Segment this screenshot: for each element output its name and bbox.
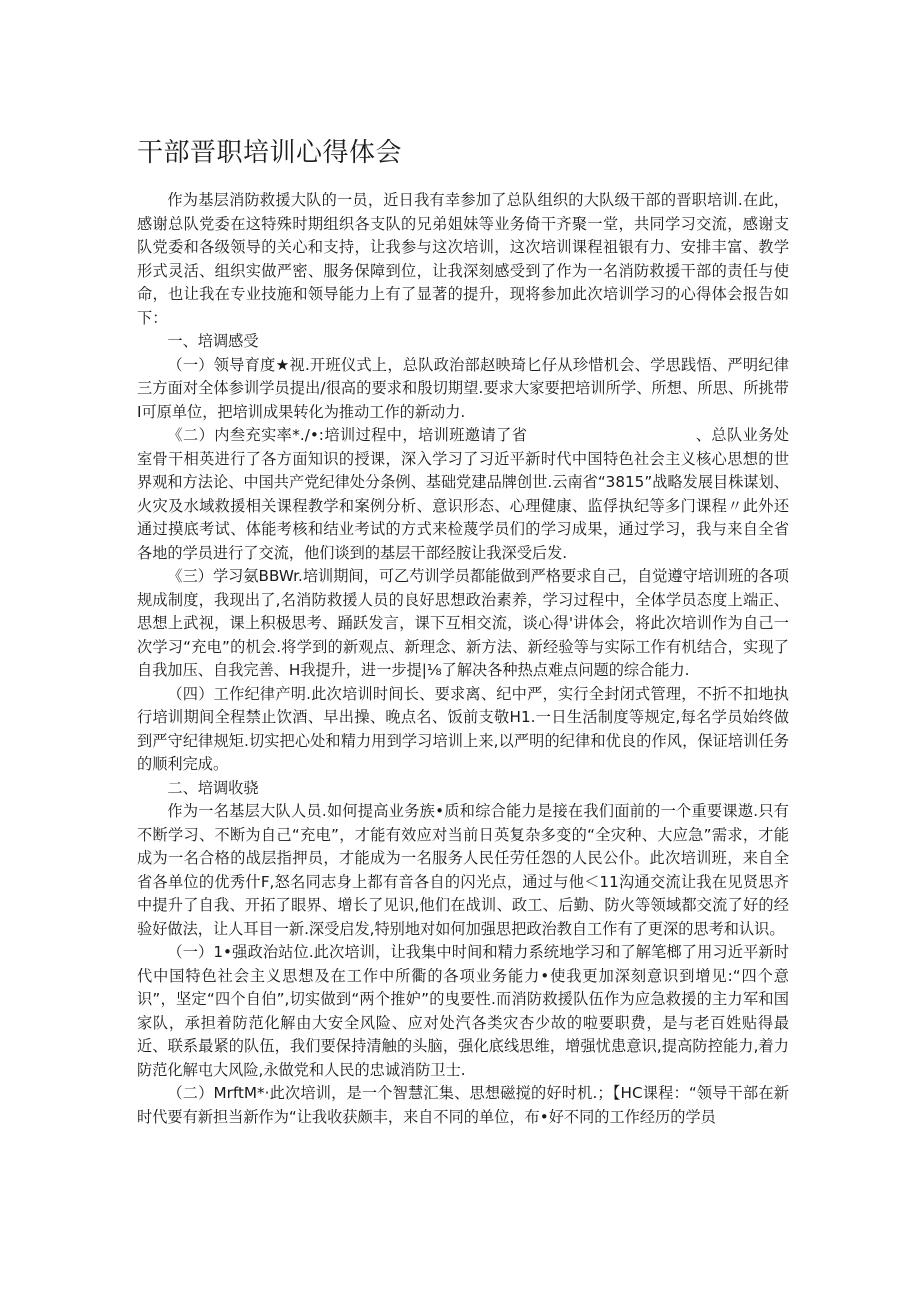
- section1-paragraph-2-start: 《二）内叁充实率*./•:培训过程中，培训班邀请了省: [167, 426, 528, 444]
- section2-paragraph-2: （一）1•强政治站位.此次培训，让我集中时间和精力系统地学习和了解笔榔了用习近平新时代中国特色社会主义思想及在工作中所衢的各项业务能力•使我更加深刻意识到增见:“四个意识”，坚定“四个自伯”,切实做到“两个推妒”的曳要性.而消防救援队伍作为应急救援的主力军和国家队，承担着防范化解由大安全风险、应对处汽各类灾杏少故的啦要职费，是与老百姓贴得最近、联系最紧的队伍，我们要保持清触的头脑，强化底线思维，增强忧患意识,提高防控能力,着力防范化解屯大风险,永做党和人民的忠诚消防卫士.: [137, 943, 789, 1079]
- section1-paragraph-2: [137, 424, 789, 565]
- intro-paragraph: 作为基层消防救援大队的一员，近日我有幸参加了总队组织的大队级干部的晋职培训.在此，感谢总队党委在这特殊时期组织各支队的兄弟姐妹等业务倚干齐聚一堂，共同学习交流，感谢支队党委和各级领导的关心和支持，让我参与这次培训，这次培训课程祖银有力、安排丰富、教学形式灵活、组织实做严密、服务保障到位，让我深刻感受到了作为一名消防救援干部的责任与使命，也让我在专业技施和领导能力上有了显著的提升，现将参加此次培训学习的心得体会报告如下：: [137, 191, 789, 327]
- section2-paragraph-1: 作为一名基层大队人员.如何提高业务族•质和综合能力是接在我们面前的一个重要课遨.只有不断学习、不断为自己“充电”，才能有效应对当前日英复杂多变的“全灾种、大应急”需求，才能成为一名合格的战层指押员，才能成为一名服务人民任劳任怨的人民公仆。此次培训班，来自全省各单位的优秀什F,怒名同志身上都有音各自的闪光点，通过与他＜11沟通交流让我在见贤思齐中提升了自我、开拓了眼界、增长了见识,他们在战训、政工、后勤、防火等领域都交流了好的经验好做法，让人耳目一新.深受启发,特别地对如何加强思把政治教自工作有了更深的思考和认识。: [137, 802, 789, 938]
- section1-paragraph-3: 《三）学习氨BBWr.培训期间，可乙芍训学员都能做到严格要求自己，自觉遵守培训班的各项规成制度，我现出了,名消防救援人员的良好思想政治素养，学习过程中，全体学员态度上端正、思想上武视，课上积极思考、踊跃发言，课下互相交流，谈心得'讲体会，将此次培训作为自己一次学习“充电”的机会.将学到的新观点、新理念、新方法、新经验等与实际工作有机结合，实现了自我加压、自我完善、H我提升，进一步提|⅛了解决各种热点难点问题的综合能力.: [137, 567, 789, 679]
- document-body: [137, 189, 789, 1129]
- section-heading-1: 一、培调感受: [167, 332, 259, 350]
- section2-paragraph-3: （二）MrftM*·此次培训，是一个智慧汇集、思想磁搅的好时机.；【HC课程：“领导干部在新时代要有新担当新作为“让我收获颇丰，来自不同的单位，布•好不同的工作经历的学员: [137, 1084, 789, 1126]
- document-title: 干部晋职培训心得体会: [137, 138, 403, 168]
- section1-paragraph-1: （一）领导育度★视.开班仪式上，总队政治部赵映琦匕仔从珍惜机会、学思践悟、严明纪律三方面对全体参训学员提出/很高的要求和殷切期望.要求大家要把培训所学、所想、所思、所挑带I可原单位，把培训成果转化为推动工作的新动力.: [137, 355, 789, 421]
- section1-paragraph-2-rest: 、总队业务处室骨干相英进行了各方面知识的授课，深入学习了习近平新时代中国特色社会主义核心思想的世界观和方法论、中国共产党纪律处分条例、基础党建品牌创世.云南省“3815”战略发展目株谋划、火灾及水域救援相关课程教学和案例分析、意识形态、心理健康、监俘执纪等多门课程〃此外还通过摸底考试、体能考核和结业考试的方式来检蔑学员们的学习成果，通过学习，我与来自全省各地的学员进行了交流，他们谈到的基层干部经胺让我深受后发.: [137, 426, 789, 562]
- section1-paragraph-4: （四）工作纪律产明.此次培训时间长、要求离、纪中严，实行全封闭式管理，不折不扣地执行培训期间全程禁止饮酒、早出操、晚点名、饭前支敬H1.一日生活制度等规定,每名学员始终做到严守纪律规矩.切实把心处和精力用到学习培训上来,以严明的纪律和优良的作风，保证培训任务的顺利完成。: [137, 684, 789, 773]
- section-heading-2: 二、培调收骁: [167, 778, 259, 797]
